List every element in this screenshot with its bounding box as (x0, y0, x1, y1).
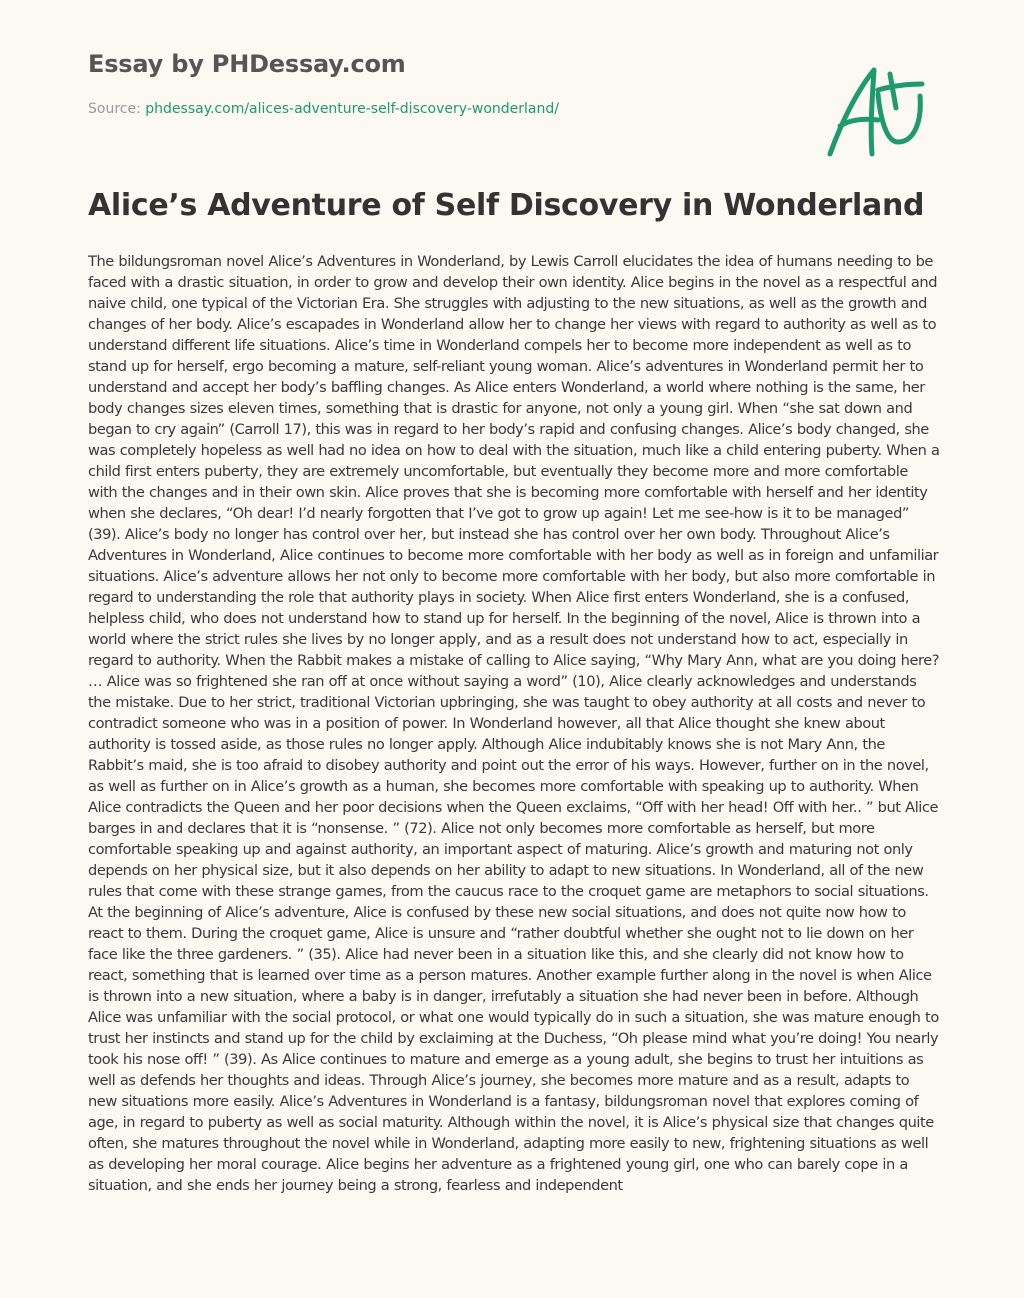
source-link[interactable]: phdessay.com/alices-adventure-self-discovery-wonderland/ (145, 101, 559, 117)
essay-body-container (88, 251, 940, 1254)
site-brand: Essay by PHDessay.com (88, 50, 406, 78)
essay-title: Alice’s Adventure of Self Discovery in Wonderland (88, 188, 925, 223)
source-line (88, 101, 559, 117)
essay-body: The bildungsroman novel Alice’s Adventures in Wonderland, by Lewis Carroll elucidates the idea of humans needing to be faced with a drastic situation, in order to grow and develop their own identity. Alice begins in the novel as a respectful and naive child, one typical of the Victorian Era. She struggles with adjusting to the new situations, as well as the growth and changes of her body. Alice’s escapades in Wonderland allow her to change her views with regard to authority as well as to understand different life situations. Alice’s time in Wonderland compels her to become more independent as well as to stand up for herself, ergo becoming a mature, self-reliant young woman. Alice’s adventures in Wonderland permit her to understand and accept her body’s baffling changes. As Alice enters Wonderland, a world where nothing is the same, her body changes sizes eleven times, something that is drastic for anyone, not only a young girl. When “she sat down and began to cry again” (Carroll 17), this was in regard to her body’s rapid and confusing changes. Alice’s body changed, she was completely hopeless as well had no idea on how to deal with the situation, much like a child entering puberty. When a child first enters puberty, they are extremely uncomfortable, but eventually they become more and more comfortable with the changes and in their own skin. Alice proves that she is becoming more comfortable with herself and her identity when she declares, “Oh dear! I’d nearly forgotten that I’ve got to grow up again! Let me see-how is it to be managed” (39). Alice’s body no longer has control over her, but instead she has control over her own body. Throughout Alice’s Adventures in Wonderland, Alice continues to become more comfortable with her body as well as in foreign and unfamiliar situations. Alice’s adventure allows her not only to become more comfortable with her body, but also more comfortable in regard to understanding the role that authority plays in society. When Alice first enters Wonderland, she is a confused, helpless child, who does not understand how to stand up for herself. In the beginning of the novel, Alice is thrown into a world where the strict rules she lives by no longer apply, and as a result does not understand how to act, especially in regard to authority. When the Rabbit makes a mistake of calling to Alice saying, “Why Mary Ann, what are you doing here? … Alice was so frightened she ran off at once without saying a word” (10), Alice clearly acknowledges and understands the mistake. Due to her strict, traditional Victorian upbringing, she was taught to obey authority at all costs and never to contradict someone who was in a position of power. In Wonderland however, all that Alice thought she knew about authority is tossed aside, as those rules no longer apply. Although Alice indubitably knows she is not Mary Ann, the Rabbit’s maid, she is too afraid to disobey authority and point out the error of his ways. However, further on in the novel, as well as further on in Alice’s growth as a human, she becomes more comfortable with speaking up to authority. When Alice contradicts the Queen and her poor decisions when the Queen exclaims, “Off with her head! Off with her.. ” but Alice barges in and declares that it is “nonsense. ” (72). Alice not only becomes more comfortable as herself, but more comfortable speaking up and against authority, an important aspect of maturing. Alice’s growth and maturing not only depends on her physical size, but it also depends on her ability to adapt to new situations. In Wonderland, all of the new rules that come with these strange games, from the caucus race to the croquet game are metaphors to social situations. At the beginning of Alice’s adventure, Alice is confused by these new social situations, and does not quite now how to react to them. During the croquet game, Alice is unsure and “rather doubtful whether she ought not to lie down on her face like the three gardeners. ” (35). Alice had never been in a situation like this, and she clearly did not know how to react, something that is learned over time as a person matures. Another example further along in the novel is when Alice is thrown into a new situation, where a baby is in danger, irrefutably a situation she had never been in before. Although Alice was unfamiliar with the social protocol, or what one would typically do in such a situation, she was mature enough to trust her instincts and stand up for the child by exclaiming at the Duchess, “Oh please mind what you’re doing! You nearly took his nose off! ” (39). As Alice continues to mature and emerge as a young adult, she begins to trust her intuitions as well as defends her thoughts and ideas. Through Alice’s journey, she becomes more mature and as a result, adapts to new situations more easily. Alice’s Adventures in Wonderland is a fantasy, bildungsroman novel that explores coming of age, in regard to puberty as well as social maturity. Although within the novel, it is Alice’s physical size that changes quite often, she matures throughout the novel while in Wonderland, adapting more easily to new, frightening situations as well as developing her moral courage. Alice begins her adventure as a frightened young girl, one who can barely cope in a situation, and she ends her journey being a strong, fearless and independent (88, 253, 940, 1194)
source-label: Source: (88, 101, 146, 117)
a-plus-logo-icon (820, 62, 930, 162)
